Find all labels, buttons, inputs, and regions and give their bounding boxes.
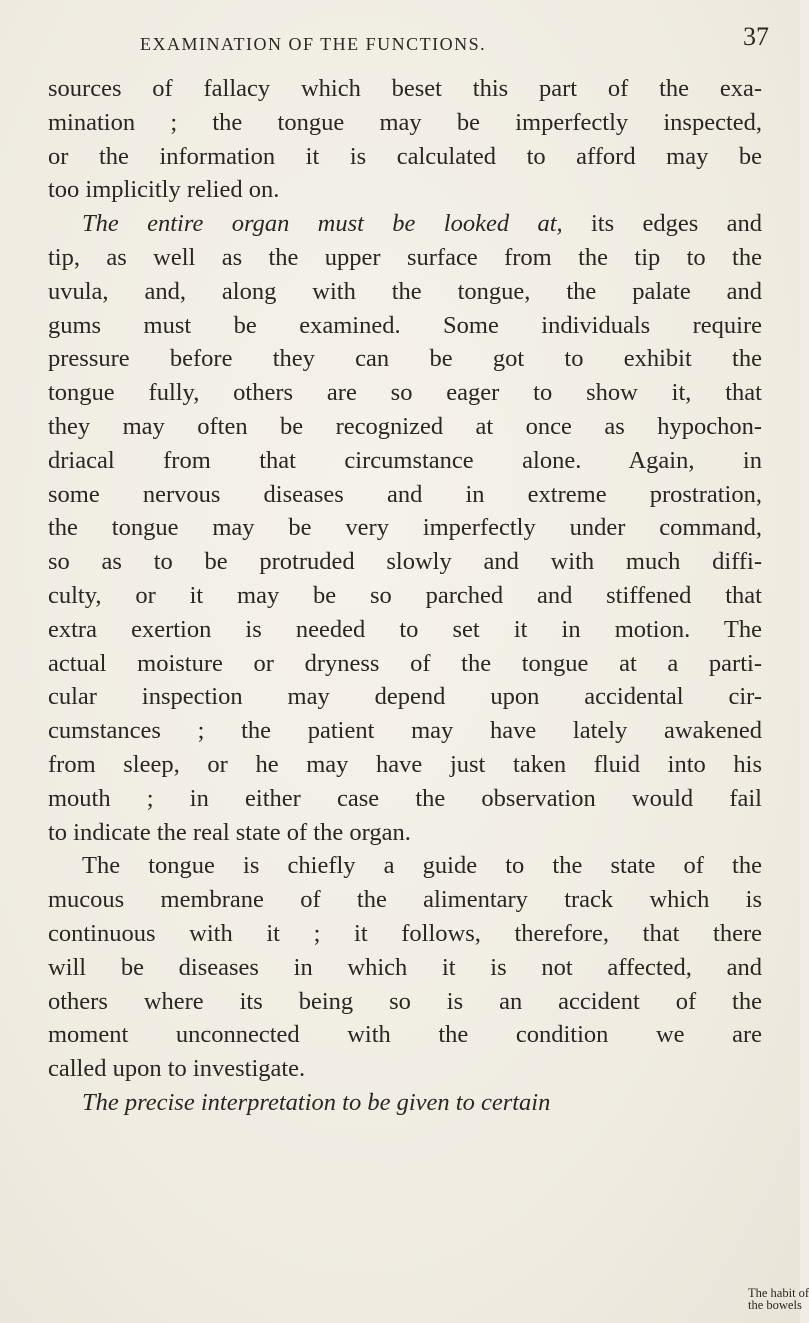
text-line: the tongue may be very imperfectly under command,: [48, 514, 762, 542]
italic-phrase: The precise interpretation to be given to certain: [82, 1088, 551, 1116]
text-line: cular inspection may depend upon accidental cir-: [48, 683, 762, 711]
text-fragment: its edges and: [562, 210, 762, 238]
text-line: so as to be protruded slowly and with much diffi-: [48, 548, 762, 576]
text-line: gums must be examined. Some individuals require: [48, 311, 762, 339]
text-line: too implicitly relied on.: [48, 176, 280, 204]
text-line: pressure before they can be got to exhibit the: [48, 345, 762, 373]
text-line: [48, 207, 762, 241]
text-line: mination ; the tongue may be imperfectly inspected,: [48, 108, 762, 136]
text-line: tongue fully, others are so eager to show it, that: [48, 379, 762, 407]
text-line: others where its being so is an accident of the: [48, 987, 762, 1015]
text-line: driacal from that circumstance alone. Again, in: [48, 446, 762, 474]
italic-phrase: The entire organ must be looked at,: [82, 210, 563, 238]
text-line: to indicate the real state of the organ.: [48, 818, 411, 846]
body-text: [48, 72, 762, 1120]
text-line: moment unconnected with the condition we are: [48, 1021, 762, 1049]
running-title: EXAMINATION OF THE FUNCTIONS.: [140, 34, 487, 54]
text-line: actual moisture or dryness of the tongue at a parti-: [48, 649, 762, 677]
text-line: from sleep, or he may have just taken fluid into his: [48, 750, 762, 778]
margin-note-line: The habit of: [748, 1286, 809, 1300]
text-line: some nervous diseases and in extreme prostration,: [48, 480, 762, 508]
text-line: continuous with it ; it follows, therefore, that there: [48, 919, 762, 947]
text-line: or the information it is calculated to afford may be: [48, 142, 762, 170]
text-line: uvula, and, along with the tongue, the palate and: [48, 277, 762, 305]
text-line: mucous membrane of the alimentary track which is: [48, 886, 762, 914]
text-line: they may often be recognized at once as hypochon-: [48, 412, 762, 440]
text-line: will be diseases in which it is not affected, and: [48, 953, 762, 981]
text-line: [48, 1086, 762, 1120]
text-line: mouth ; in either case the observation would fail: [48, 784, 762, 812]
text-line: culty, or it may be so parched and stiffened that: [48, 581, 762, 609]
margin-note: [748, 1286, 809, 1312]
text-line: cumstances ; the patient may have lately awakened: [48, 717, 762, 745]
page-number: 37: [743, 22, 769, 51]
text-line: sources of fallacy which beset this part of the exa-: [48, 75, 762, 102]
text-line: The tongue is chiefly a guide to the state of the: [82, 852, 762, 880]
margin-note-line: the bowels: [748, 1298, 802, 1312]
text-line: extra exertion is needed to set it in motion. The: [48, 615, 762, 643]
text-line: called upon to investigate.: [48, 1055, 306, 1083]
text-line: tip, as well as the upper surface from the tip to the: [48, 243, 762, 271]
